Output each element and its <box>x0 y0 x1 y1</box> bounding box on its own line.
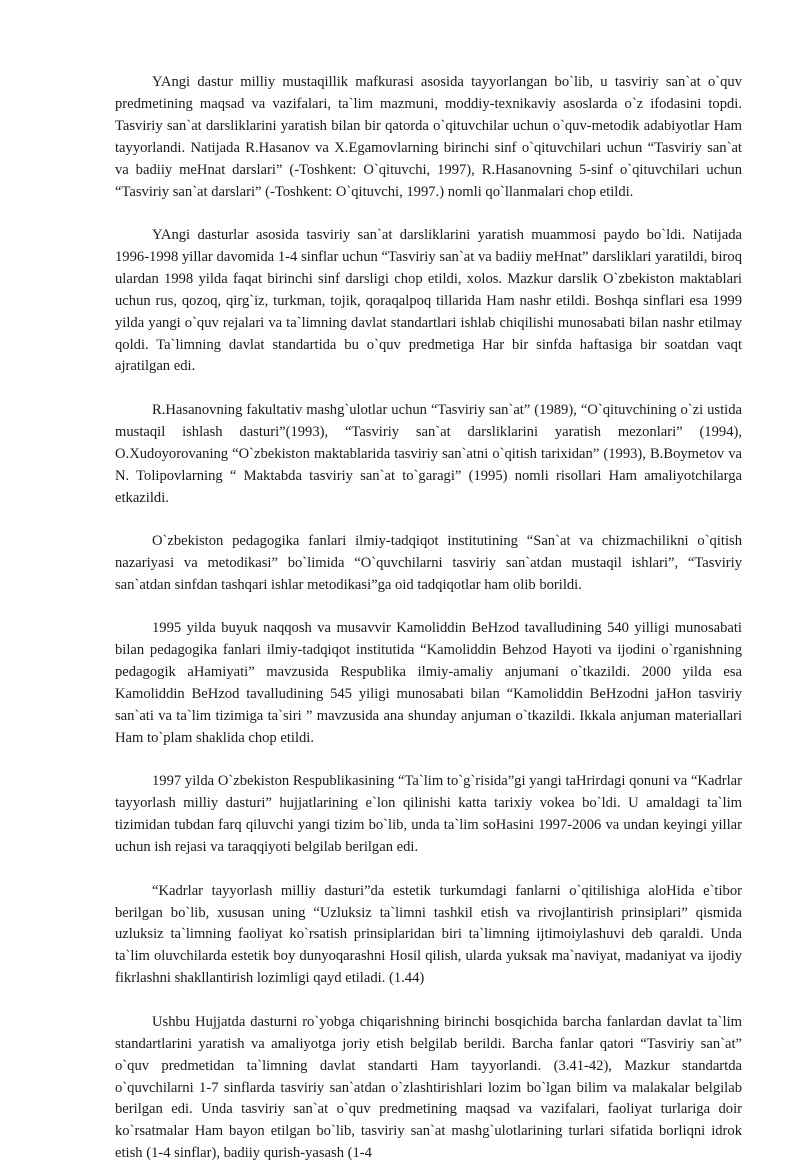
paragraph: YAngi dasturlar asosida tasviriy san`at darsliklarini yaratish muammosi paydo bo`ldi. Natijada 1996-1998 yillar davomida 1-4 sinflar uchun “Tasviriy san`at va badiiy meHnat” darsliklari yaratildi, biroq ulardan 1998 yilda faqat birinchi sinf darsligi chop etildi, xolos. Mazkur darslik O`zbekiston maktablari uchun rus, qozoq, qirg`iz, turkman, tojik, qoraqalpoq tillarida Ham nashr etildi. Boshqa sinflari esa 1999 yilda yangi o`quv rejalari va ta`limning davlat standartlari ishlab chiqilishi munosabati bilan nashr etilmay qoldi. Ta`limning davlat standartida bu o`quv predmetiga Har bir sinfda haftasiga bir soatdan vaqt ajratilgan edi. <box>115 227 742 375</box>
document-page <box>115 72 742 1165</box>
paragraph: O`zbekiston pedagogika fanlari ilmiy-tadqiqot institutining “San`at va chizmachilikni o`qitish nazariyasi va metodikasi” bo`limida “O`quvchilarni tasviriy san`atdan mustaqil ishlari”, “Tasviriy san`atdan sinfdan tashqari ishlar metodikasi”ga oid tadqiqotlar ham olib borildi. <box>115 533 742 593</box>
paragraph: 1995 yilda buyuk naqqosh va musavvir Kamoliddin BeHzod tavalludining 540 yilligi munosabati bilan pedagogika fanlari ilmiy-tadqiqot institutida “Kamoliddin Behzod Hayoti va ijodini o`rganishning pedagogik aHamiyati” mavzusida Respublika ilmiy-amaliy anjumani o`tkazildi. 2000 yilda esa Kamoliddin BeHzod tavalludining 545 yiligi munosabati bilan “Kamoliddin BeHzodni jaHon tasviriy san`ati va ta`lim tizimiga ta`siri ” mavzusida ana shunday anjuman o`tkazildi. Ikkala anjuman materiallari Ham to`plam shaklida chop etildi. <box>115 620 742 746</box>
paragraph: Ushbu Hujjatda dasturni ro`yobga chiqarishning birinchi bosqichida barcha fanlardan davlat ta`lim standartlarini yaratish va amaliyotga joriy etish belgilab berildi. Barcha fanlar qatori “Tasviriy san`at” o`quv predmetidan ta`limning davlat standarti Ham tayyorlandi. (3.41-42), Mazkur standartda o`quvchilarni 1-7 sinflarda tasviriy san`atdan o`zlashtirishlari lozim bo`lgan bilim va malakalar belgilab berilgan edi. Unda tasviriy san`at o`quv predmetining maqsad va vazifalari, faoliyat turlariga doir ko`rsatmalar Ham bayon etilgan bo`lib, tasviriy san`at mashg`ulotlarining turlari sifatida borliqni idrok etish (1-4 sinflar), badiiy qurish-yasash (1-4 <box>115 1013 742 1162</box>
paragraph: YAngi dastur milliy mustaqillik mafkurasi asosida tayyorlangan bo`lib, u tasviriy san`at o`quv predmetining maqsad va vazifalari, ta`lim mazmuni, moddiy-texnikaviy asoslarda o`z ifodasini topdi. Tasviriy san`at darsliklarini yaratish bilan bir qatorda o`qituvchilar uchun o`quv-metodik adabiyotlar Ham tayyorlandi. Natijada R.Hasanov va X.Egamovlarning birinchi sinf o`qituvchilari uchun “Tasviriy san`at va badiiy meHnat darslari” (-Toshkent: O`qituvchi, 1997), R.Hasanovning 5-sinf o`qituvchilari uchun “Tasviriy san`at darslari” (-Toshkent: O`qituvchi, 1997.) nomli qo`llanmalari chop etildi. <box>115 74 742 200</box>
paragraph: “Kadrlar tayyorlash milliy dasturi”da estetik turkumdagi fanlarni o`qitilishiga aloHida e`tibor berilgan bo`lib, xususan uning “Uzluksiz ta`limni tashkil etish va rivojlantirish prinsiplari” qismida uzluksiz ta`limning faoliyat ko`rsatish prinsiplaridan biri ta`limning ijtimoiylashuvi deb qaraldi. Unda ta`lim oluvchilarda estetik boy dunyoqarashni Hosil qilish, ularda yuksak ma`naviyat, madaniyat va ijodiy fikrlashni shakllantirish lozimligi qayd etiladi. (1.44) <box>115 882 742 987</box>
paragraph: 1997 yilda O`zbekiston Respublikasining “Ta`lim to`g`risida”gi yangi taHrirdagi qonuni va “Kadrlar tayyorlash milliy dasturi” hujjatlarining e`lon qilinishi katta tarixiy vokea bo`ldi. U amaldagi ta`lim tizimidan tubdan farq qiluvchi yangi tizim bo`lib, unda ta`lim soHasini 1997-2006 va undan keyingi yillar uchun ish rejasi va taraqqiyoti belgilab berilgan edi. <box>115 773 742 856</box>
paragraph: R.Hasanovning fakultativ mashg`ulotlar uchun “Tasviriy san`at” (1989), “O`qituvchining o`zi ustida mustaqil ishlash dasturi”(1993), “Tasviriy san`at darsliklarini yaratish mezonlari” (1994), O.Xudoyorovaning “O`zbekiston maktablarida tasviriy san`atni o`qitish tarixidan” (1993), B.Boymetov va N. Tolipovlarning “ Maktabda tasviriy san`at to`garagi” (1995) nomli risollari Ham amaliyotchilarga etkazildi. <box>115 401 742 506</box>
